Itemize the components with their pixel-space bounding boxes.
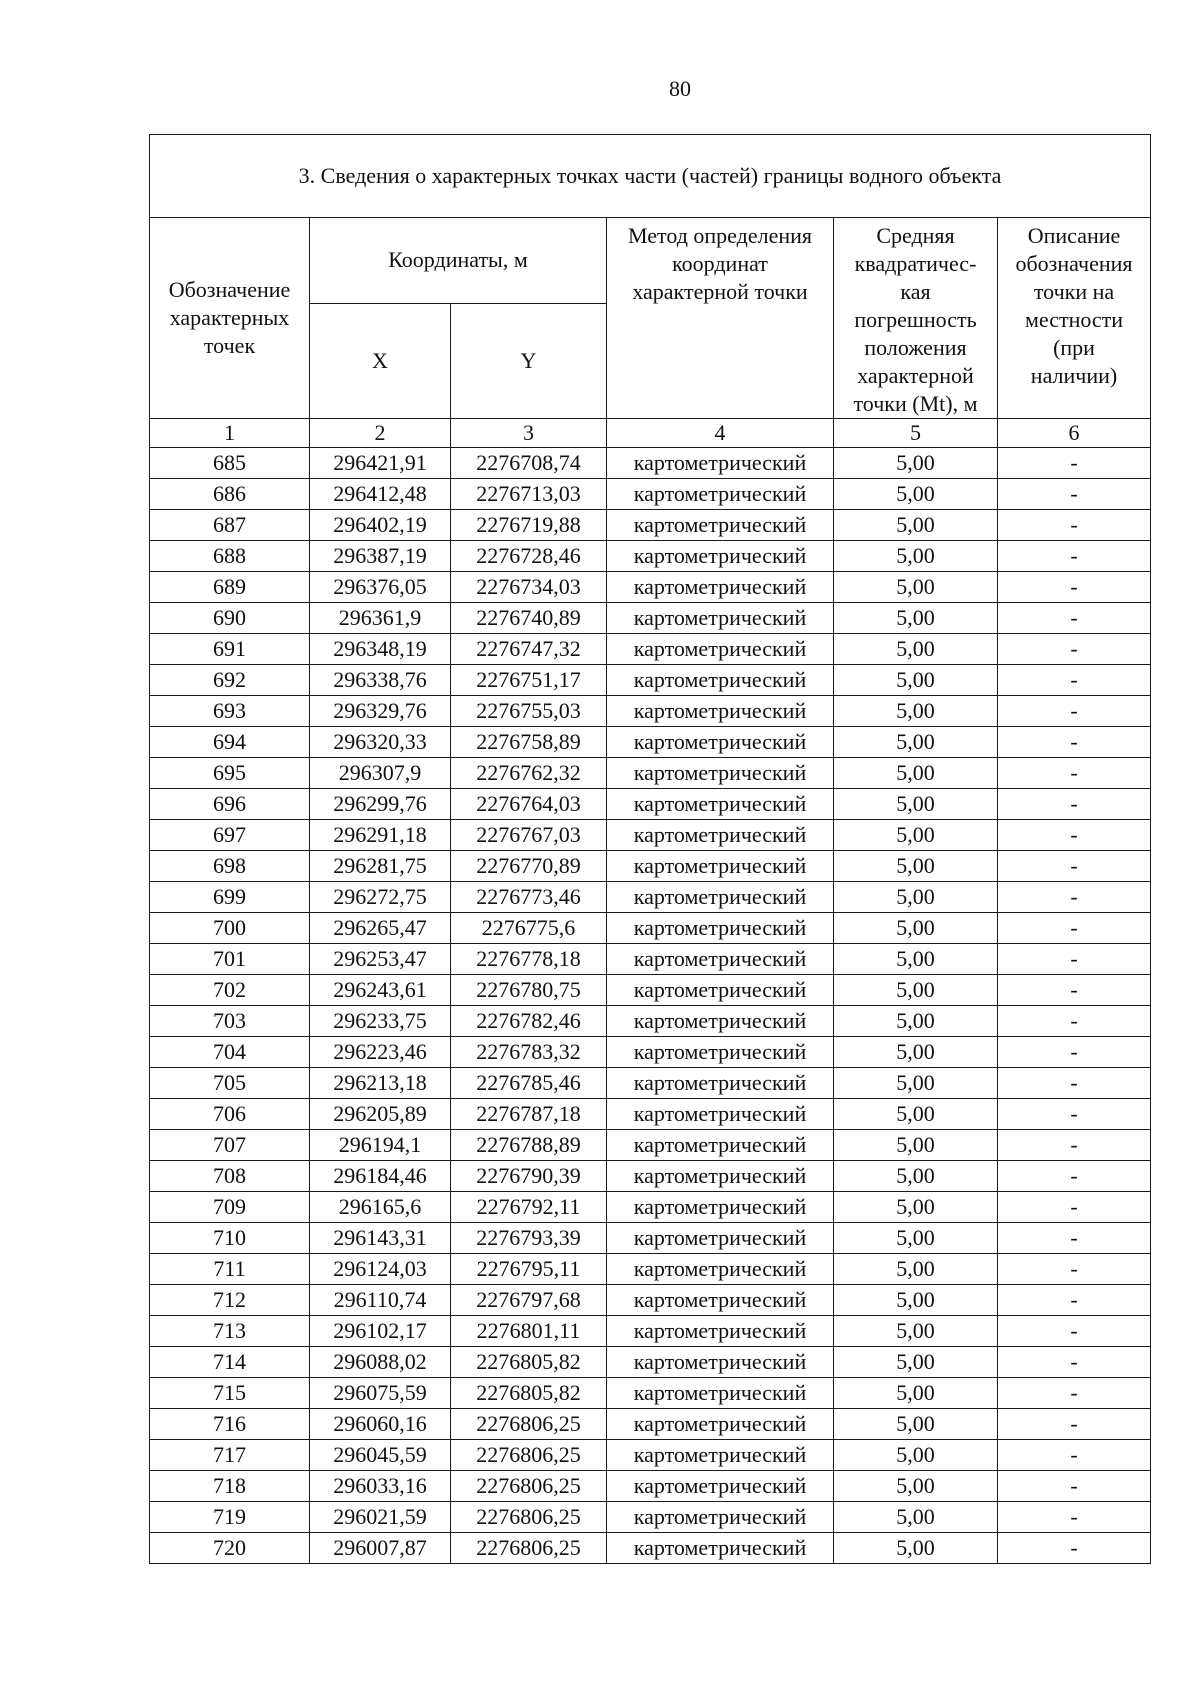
y-coordinate-cell: 2276758,89 (451, 727, 607, 758)
y-coordinate-cell: 2276775,6 (451, 913, 607, 944)
mean-square-error-cell: 5,00 (834, 665, 998, 696)
method-cell: картометрический (607, 944, 834, 975)
header-description (998, 218, 1151, 419)
mean-square-error-cell: 5,00 (834, 1161, 998, 1192)
table-row (150, 603, 1151, 634)
y-coordinate-cell: 2276792,11 (451, 1192, 607, 1223)
point-number-cell: 704 (150, 1037, 310, 1068)
method-cell: картометрический (607, 1316, 834, 1347)
x-coordinate-cell: 296291,18 (310, 820, 451, 851)
method-cell: картометрический (607, 1223, 834, 1254)
table-row (150, 1285, 1151, 1316)
method-cell: картометрический (607, 572, 834, 603)
table-row (150, 1037, 1151, 1068)
header-y: Y (451, 303, 607, 418)
x-coordinate-cell: 296165,6 (310, 1192, 451, 1223)
point-number-cell: 703 (150, 1006, 310, 1037)
header-x: X (310, 303, 451, 418)
mean-square-error-cell: 5,00 (834, 1409, 998, 1440)
header-error (834, 218, 998, 419)
mean-square-error-cell: 5,00 (834, 1130, 998, 1161)
y-coordinate-cell: 2276787,18 (451, 1099, 607, 1130)
table-row (150, 1409, 1151, 1440)
y-coordinate-cell: 2276740,89 (451, 603, 607, 634)
y-coordinate-cell: 2276780,75 (451, 975, 607, 1006)
column-index: 6 (998, 419, 1151, 448)
table-row (150, 789, 1151, 820)
y-coordinate-cell: 2276755,03 (451, 696, 607, 727)
method-cell: картометрический (607, 1378, 834, 1409)
point-number-cell: 715 (150, 1378, 310, 1409)
x-coordinate-cell: 296045,59 (310, 1440, 451, 1471)
mean-square-error-cell: 5,00 (834, 820, 998, 851)
method-cell: картометрический (607, 882, 834, 913)
mean-square-error-cell: 5,00 (834, 1192, 998, 1223)
x-coordinate-cell: 296387,19 (310, 541, 451, 572)
method-cell: картометрический (607, 1347, 834, 1378)
point-number-cell: 712 (150, 1285, 310, 1316)
column-index: 1 (150, 419, 310, 448)
x-coordinate-cell: 296338,76 (310, 665, 451, 696)
mean-square-error-cell: 5,00 (834, 572, 998, 603)
table-row (150, 1254, 1151, 1285)
mean-square-error-cell: 5,00 (834, 603, 998, 634)
header-error-line: квадратичес- (854, 251, 977, 276)
point-number-cell: 691 (150, 634, 310, 665)
description-cell: - (998, 1502, 1151, 1533)
description-cell: - (998, 789, 1151, 820)
x-coordinate-cell: 296253,47 (310, 944, 451, 975)
mean-square-error-cell: 5,00 (834, 1037, 998, 1068)
description-cell: - (998, 851, 1151, 882)
x-coordinate-cell: 296265,47 (310, 913, 451, 944)
y-coordinate-cell: 2276728,46 (451, 541, 607, 572)
table-row (150, 727, 1151, 758)
description-cell: - (998, 541, 1151, 572)
method-cell: картометрический (607, 1502, 834, 1533)
mean-square-error-cell: 5,00 (834, 758, 998, 789)
method-cell: картометрический (607, 634, 834, 665)
y-coordinate-cell: 2276767,03 (451, 820, 607, 851)
table-row (150, 1378, 1151, 1409)
point-number-cell: 706 (150, 1099, 310, 1130)
description-cell: - (998, 913, 1151, 944)
header-designation-line: характерных (169, 305, 290, 330)
mean-square-error-cell: 5,00 (834, 975, 998, 1006)
y-coordinate-cell: 2276805,82 (451, 1378, 607, 1409)
x-coordinate-cell: 296205,89 (310, 1099, 451, 1130)
method-cell: картометрический (607, 603, 834, 634)
point-number-cell: 692 (150, 665, 310, 696)
y-coordinate-cell: 2276773,46 (451, 882, 607, 913)
y-coordinate-cell: 2276762,32 (451, 758, 607, 789)
table-row (150, 975, 1151, 1006)
description-cell: - (998, 1223, 1151, 1254)
x-coordinate-cell: 296124,03 (310, 1254, 451, 1285)
point-number-cell: 690 (150, 603, 310, 634)
boundary-points-table (149, 134, 1151, 1564)
point-number-cell: 699 (150, 882, 310, 913)
header-error-line: точки (Mt), м (853, 391, 978, 416)
description-cell: - (998, 1471, 1151, 1502)
method-cell: картометрический (607, 696, 834, 727)
header-designation-line: точек (203, 333, 256, 358)
y-coordinate-cell: 2276782,46 (451, 1006, 607, 1037)
point-number-cell: 716 (150, 1409, 310, 1440)
x-coordinate-cell: 296412,48 (310, 479, 451, 510)
y-coordinate-cell: 2276764,03 (451, 789, 607, 820)
y-coordinate-cell: 2276734,03 (451, 572, 607, 603)
description-cell: - (998, 1161, 1151, 1192)
x-coordinate-cell: 296213,18 (310, 1068, 451, 1099)
mean-square-error-cell: 5,00 (834, 1068, 998, 1099)
header-description-line: обозначения (1015, 251, 1133, 276)
header-description-line: наличии) (1030, 363, 1118, 388)
header-method (607, 218, 834, 419)
table-row (150, 1099, 1151, 1130)
point-number-cell: 719 (150, 1502, 310, 1533)
x-coordinate-cell: 296348,19 (310, 634, 451, 665)
description-cell: - (998, 1192, 1151, 1223)
mean-square-error-cell: 5,00 (834, 1285, 998, 1316)
x-coordinate-cell: 296320,33 (310, 727, 451, 758)
y-coordinate-cell: 2276713,03 (451, 479, 607, 510)
point-number-cell: 701 (150, 944, 310, 975)
header-error-line: характерной (857, 363, 974, 388)
description-cell: - (998, 1409, 1151, 1440)
point-number-cell: 696 (150, 789, 310, 820)
point-number-cell: 702 (150, 975, 310, 1006)
description-cell: - (998, 510, 1151, 541)
mean-square-error-cell: 5,00 (834, 479, 998, 510)
table-row (150, 758, 1151, 789)
point-number-cell: 685 (150, 448, 310, 479)
y-coordinate-cell: 2276778,18 (451, 944, 607, 975)
point-number-cell: 705 (150, 1068, 310, 1099)
x-coordinate-cell: 296272,75 (310, 882, 451, 913)
mean-square-error-cell: 5,00 (834, 1223, 998, 1254)
header-coordinates: Координаты, м (310, 218, 607, 304)
x-coordinate-cell: 296361,9 (310, 603, 451, 634)
y-coordinate-cell: 2276708,74 (451, 448, 607, 479)
x-coordinate-cell: 296007,87 (310, 1533, 451, 1564)
mean-square-error-cell: 5,00 (834, 851, 998, 882)
y-coordinate-cell: 2276806,25 (451, 1409, 607, 1440)
mean-square-error-cell: 5,00 (834, 727, 998, 758)
y-coordinate-cell: 2276790,39 (451, 1161, 607, 1192)
x-coordinate-cell: 296329,76 (310, 696, 451, 727)
method-cell: картометрический (607, 1130, 834, 1161)
description-cell: - (998, 448, 1151, 479)
point-number-cell: 720 (150, 1533, 310, 1564)
table-row (150, 572, 1151, 603)
table-row (150, 448, 1151, 479)
point-number-cell: 695 (150, 758, 310, 789)
mean-square-error-cell: 5,00 (834, 696, 998, 727)
header-designation-line: Обозначение (168, 277, 291, 302)
point-number-cell: 713 (150, 1316, 310, 1347)
table-row (150, 1316, 1151, 1347)
x-coordinate-cell: 296143,31 (310, 1223, 451, 1254)
header-error-line: положения (864, 335, 967, 360)
x-coordinate-cell: 296421,91 (310, 448, 451, 479)
mean-square-error-cell: 5,00 (834, 1533, 998, 1564)
description-cell: - (998, 1440, 1151, 1471)
y-coordinate-cell: 2276795,11 (451, 1254, 607, 1285)
point-number-cell: 694 (150, 727, 310, 758)
method-cell: картометрический (607, 727, 834, 758)
table-row (150, 1502, 1151, 1533)
point-number-cell: 697 (150, 820, 310, 851)
description-cell: - (998, 1037, 1151, 1068)
header-description-line: точки на (1033, 279, 1115, 304)
table-row (150, 634, 1151, 665)
table-row (150, 820, 1151, 851)
method-cell: картометрический (607, 1440, 834, 1471)
y-coordinate-cell: 2276751,17 (451, 665, 607, 696)
mean-square-error-cell: 5,00 (834, 510, 998, 541)
table-row (150, 479, 1151, 510)
method-cell: картометрический (607, 975, 834, 1006)
x-coordinate-cell: 296075,59 (310, 1378, 451, 1409)
header-error-line: кая (900, 279, 931, 304)
column-index: 4 (607, 419, 834, 448)
description-cell: - (998, 1006, 1151, 1037)
table-row (150, 1533, 1151, 1564)
point-number-cell: 687 (150, 510, 310, 541)
y-coordinate-cell: 2276797,68 (451, 1285, 607, 1316)
description-cell: - (998, 634, 1151, 665)
method-cell: картометрический (607, 541, 834, 572)
table-row (150, 1068, 1151, 1099)
table-row (150, 1006, 1151, 1037)
method-cell: картометрический (607, 1533, 834, 1564)
description-cell: - (998, 572, 1151, 603)
point-number-cell: 710 (150, 1223, 310, 1254)
description-cell: - (998, 882, 1151, 913)
mean-square-error-cell: 5,00 (834, 541, 998, 572)
method-cell: картометрический (607, 1409, 834, 1440)
description-cell: - (998, 1254, 1151, 1285)
y-coordinate-cell: 2276805,82 (451, 1347, 607, 1378)
description-cell: - (998, 975, 1151, 1006)
description-cell: - (998, 1099, 1151, 1130)
description-cell: - (998, 1533, 1151, 1564)
point-number-cell: 717 (150, 1440, 310, 1471)
description-cell: - (998, 479, 1151, 510)
x-coordinate-cell: 296021,59 (310, 1502, 451, 1533)
y-coordinate-cell: 2276783,32 (451, 1037, 607, 1068)
point-number-cell: 698 (150, 851, 310, 882)
x-coordinate-cell: 296376,05 (310, 572, 451, 603)
table-row (150, 696, 1151, 727)
method-cell: картометрический (607, 448, 834, 479)
mean-square-error-cell: 5,00 (834, 882, 998, 913)
header-error-line: погрешность (854, 307, 977, 332)
method-cell: картометрический (607, 851, 834, 882)
mean-square-error-cell: 5,00 (834, 1502, 998, 1533)
method-cell: картометрический (607, 510, 834, 541)
method-cell: картометрический (607, 1099, 834, 1130)
x-coordinate-cell: 296033,16 (310, 1471, 451, 1502)
point-number-cell: 688 (150, 541, 310, 572)
section-title: 3. Сведения о характерных точках части (частей) границы водного объекта (150, 135, 1151, 218)
x-coordinate-cell: 296110,74 (310, 1285, 451, 1316)
method-cell: картометрический (607, 479, 834, 510)
method-cell: картометрический (607, 758, 834, 789)
table-row (150, 851, 1151, 882)
table-row (150, 1161, 1151, 1192)
x-coordinate-cell: 296194,1 (310, 1130, 451, 1161)
table-row (150, 1192, 1151, 1223)
description-cell: - (998, 758, 1151, 789)
description-cell: - (998, 1285, 1151, 1316)
column-index: 3 (451, 419, 607, 448)
table-row (150, 1471, 1151, 1502)
description-cell: - (998, 944, 1151, 975)
description-cell: - (998, 665, 1151, 696)
description-cell: - (998, 1068, 1151, 1099)
header-method-line: характерной точки (632, 279, 808, 304)
x-coordinate-cell: 296307,9 (310, 758, 451, 789)
mean-square-error-cell: 5,00 (834, 448, 998, 479)
header-error-line: Средняя (876, 223, 955, 248)
point-number-cell: 711 (150, 1254, 310, 1285)
mean-square-error-cell: 5,00 (834, 789, 998, 820)
point-number-cell: 686 (150, 479, 310, 510)
point-number-cell: 714 (150, 1347, 310, 1378)
x-coordinate-cell: 296299,76 (310, 789, 451, 820)
description-cell: - (998, 1316, 1151, 1347)
y-coordinate-cell: 2276806,25 (451, 1440, 607, 1471)
header-designation (150, 218, 310, 419)
description-cell: - (998, 820, 1151, 851)
y-coordinate-cell: 2276788,89 (451, 1130, 607, 1161)
point-number-cell: 689 (150, 572, 310, 603)
method-cell: картометрический (607, 665, 834, 696)
method-cell: картометрический (607, 913, 834, 944)
mean-square-error-cell: 5,00 (834, 634, 998, 665)
table-row (150, 541, 1151, 572)
x-coordinate-cell: 296243,61 (310, 975, 451, 1006)
table-row (150, 665, 1151, 696)
x-coordinate-cell: 296184,46 (310, 1161, 451, 1192)
page-number: 80 (669, 76, 691, 101)
point-number-cell: 707 (150, 1130, 310, 1161)
method-cell: картометрический (607, 1254, 834, 1285)
mean-square-error-cell: 5,00 (834, 944, 998, 975)
description-cell: - (998, 603, 1151, 634)
mean-square-error-cell: 5,00 (834, 1440, 998, 1471)
description-cell: - (998, 727, 1151, 758)
point-number-cell: 718 (150, 1471, 310, 1502)
table-row (150, 510, 1151, 541)
x-coordinate-cell: 296281,75 (310, 851, 451, 882)
method-cell: картометрический (607, 1285, 834, 1316)
x-coordinate-cell: 296060,16 (310, 1409, 451, 1440)
y-coordinate-cell: 2276770,89 (451, 851, 607, 882)
x-coordinate-cell: 296223,46 (310, 1037, 451, 1068)
mean-square-error-cell: 5,00 (834, 1254, 998, 1285)
method-cell: картометрический (607, 1006, 834, 1037)
column-index: 2 (310, 419, 451, 448)
column-index: 5 (834, 419, 998, 448)
y-coordinate-cell: 2276806,25 (451, 1502, 607, 1533)
description-cell: - (998, 696, 1151, 727)
mean-square-error-cell: 5,00 (834, 1099, 998, 1130)
table-row (150, 1440, 1151, 1471)
mean-square-error-cell: 5,00 (834, 1378, 998, 1409)
table-row (150, 1223, 1151, 1254)
x-coordinate-cell: 296102,17 (310, 1316, 451, 1347)
header-description-line: местности (1024, 307, 1124, 332)
x-coordinate-cell: 296233,75 (310, 1006, 451, 1037)
y-coordinate-cell: 2276793,39 (451, 1223, 607, 1254)
mean-square-error-cell: 5,00 (834, 1471, 998, 1502)
mean-square-error-cell: 5,00 (834, 1006, 998, 1037)
y-coordinate-cell: 2276806,25 (451, 1533, 607, 1564)
y-coordinate-cell: 2276747,32 (451, 634, 607, 665)
y-coordinate-cell: 2276801,11 (451, 1316, 607, 1347)
point-number-cell: 693 (150, 696, 310, 727)
header-description-line: (при (1053, 335, 1095, 360)
method-cell: картометрический (607, 1161, 834, 1192)
description-cell: - (998, 1378, 1151, 1409)
method-cell: картометрический (607, 820, 834, 851)
table-row (150, 913, 1151, 944)
table-row (150, 1130, 1151, 1161)
table-row (150, 944, 1151, 975)
header-method-line: координат (672, 251, 768, 276)
point-number-cell: 708 (150, 1161, 310, 1192)
y-coordinate-cell: 2276806,25 (451, 1471, 607, 1502)
description-cell: - (998, 1130, 1151, 1161)
table-row (150, 1347, 1151, 1378)
mean-square-error-cell: 5,00 (834, 1347, 998, 1378)
header-method-line: Метод определения (627, 223, 813, 248)
method-cell: картометрический (607, 1471, 834, 1502)
description-cell: - (998, 1347, 1151, 1378)
method-cell: картометрический (607, 1068, 834, 1099)
mean-square-error-cell: 5,00 (834, 913, 998, 944)
y-coordinate-cell: 2276785,46 (451, 1068, 607, 1099)
table-row (150, 882, 1151, 913)
method-cell: картометрический (607, 789, 834, 820)
x-coordinate-cell: 296088,02 (310, 1347, 451, 1378)
method-cell: картометрический (607, 1192, 834, 1223)
header-description-line: Описание (1027, 223, 1121, 248)
point-number-cell: 709 (150, 1192, 310, 1223)
point-number-cell: 700 (150, 913, 310, 944)
x-coordinate-cell: 296402,19 (310, 510, 451, 541)
mean-square-error-cell: 5,00 (834, 1316, 998, 1347)
table-body (150, 448, 1151, 1564)
y-coordinate-cell: 2276719,88 (451, 510, 607, 541)
method-cell: картометрический (607, 1037, 834, 1068)
